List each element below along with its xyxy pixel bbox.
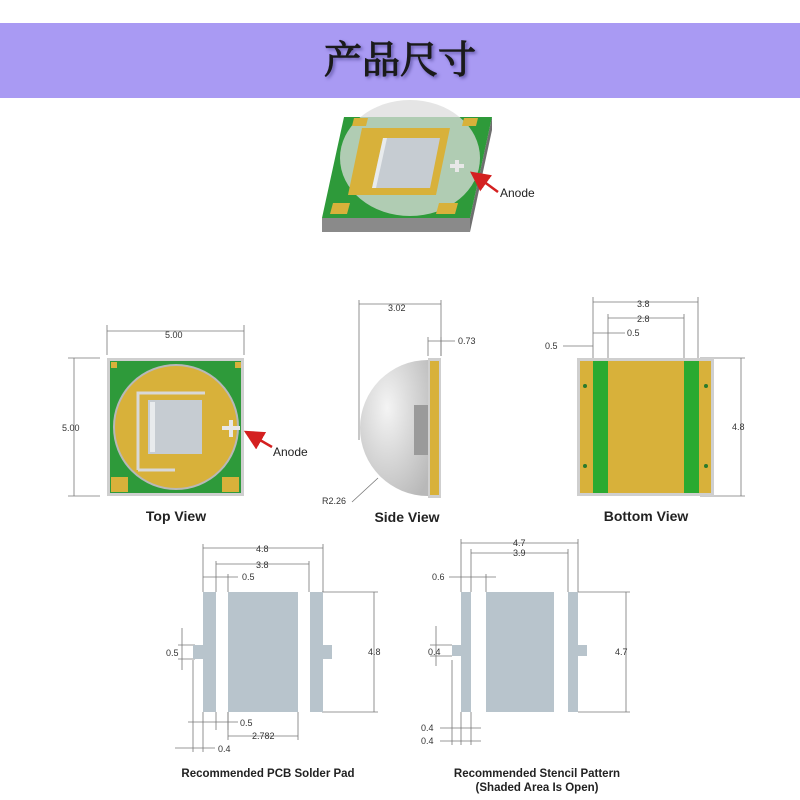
- bottom-offset-dim: 0.5: [545, 341, 558, 351]
- anode-label-3d: Anode: [500, 186, 535, 200]
- stencil-caption-line2: (Shaded Area Is Open): [475, 782, 599, 794]
- pad-height-dim: 4.8: [368, 647, 381, 657]
- page-title: 产品尺寸: [323, 38, 476, 82]
- side-thickness-dim: 0.73: [458, 336, 476, 346]
- solder-pad-drawing: [175, 544, 378, 752]
- top-view-caption: Top View: [145, 508, 207, 524]
- anode-label-top: Anode: [273, 445, 308, 459]
- stencil-drawing: [430, 539, 630, 745]
- pad-width-dim: 4.8: [256, 544, 269, 554]
- stencil-gap1-dim: 0.4: [421, 723, 434, 733]
- bottom-width-dim: 3.8: [637, 299, 650, 309]
- stencil-inner-dim: 3.9: [513, 548, 526, 558]
- pad-center-dim: 2.782: [252, 731, 275, 741]
- stencil-width-dim: 4.7: [513, 538, 526, 548]
- side-radius-dim: R2.26: [322, 496, 347, 506]
- stencil-gap2-dim: 0.4: [421, 736, 434, 746]
- solder-pad-caption: Recommended PCB Solder Pad: [181, 768, 355, 780]
- stencil-tab-dim: 0.4: [428, 647, 441, 657]
- bottom-view-caption: Bottom View: [603, 508, 689, 524]
- stencil-caption-line1: Recommended Stencil Pattern: [453, 768, 621, 780]
- stencil-height-dim: 4.7: [615, 647, 628, 657]
- side-width-dim: 3.02: [388, 303, 406, 313]
- bottom-inner-dim: 2.8: [637, 314, 650, 324]
- bottom-pad-dim: 0.5: [627, 328, 640, 338]
- led-3d-render: [322, 100, 498, 232]
- pad-pad-dim: 0.5: [242, 572, 255, 582]
- top-view-drawing: [68, 325, 272, 496]
- top-width-dim: 5.00: [165, 330, 183, 340]
- pad-tab-len-dim: 0.4: [218, 744, 231, 754]
- stencil-pad-dim: 0.6: [432, 572, 445, 582]
- bottom-height-dim: 4.8: [732, 422, 745, 432]
- side-view-drawing: [352, 300, 455, 502]
- bottom-view-drawing: [563, 297, 745, 496]
- pad-gap-dim: 0.5: [240, 718, 253, 728]
- top-height-dim: 5.00: [62, 423, 80, 433]
- pad-tab-dim: 0.5: [166, 648, 179, 658]
- pad-inner-dim: 3.8: [256, 560, 269, 570]
- side-view-caption: Side View: [374, 509, 440, 525]
